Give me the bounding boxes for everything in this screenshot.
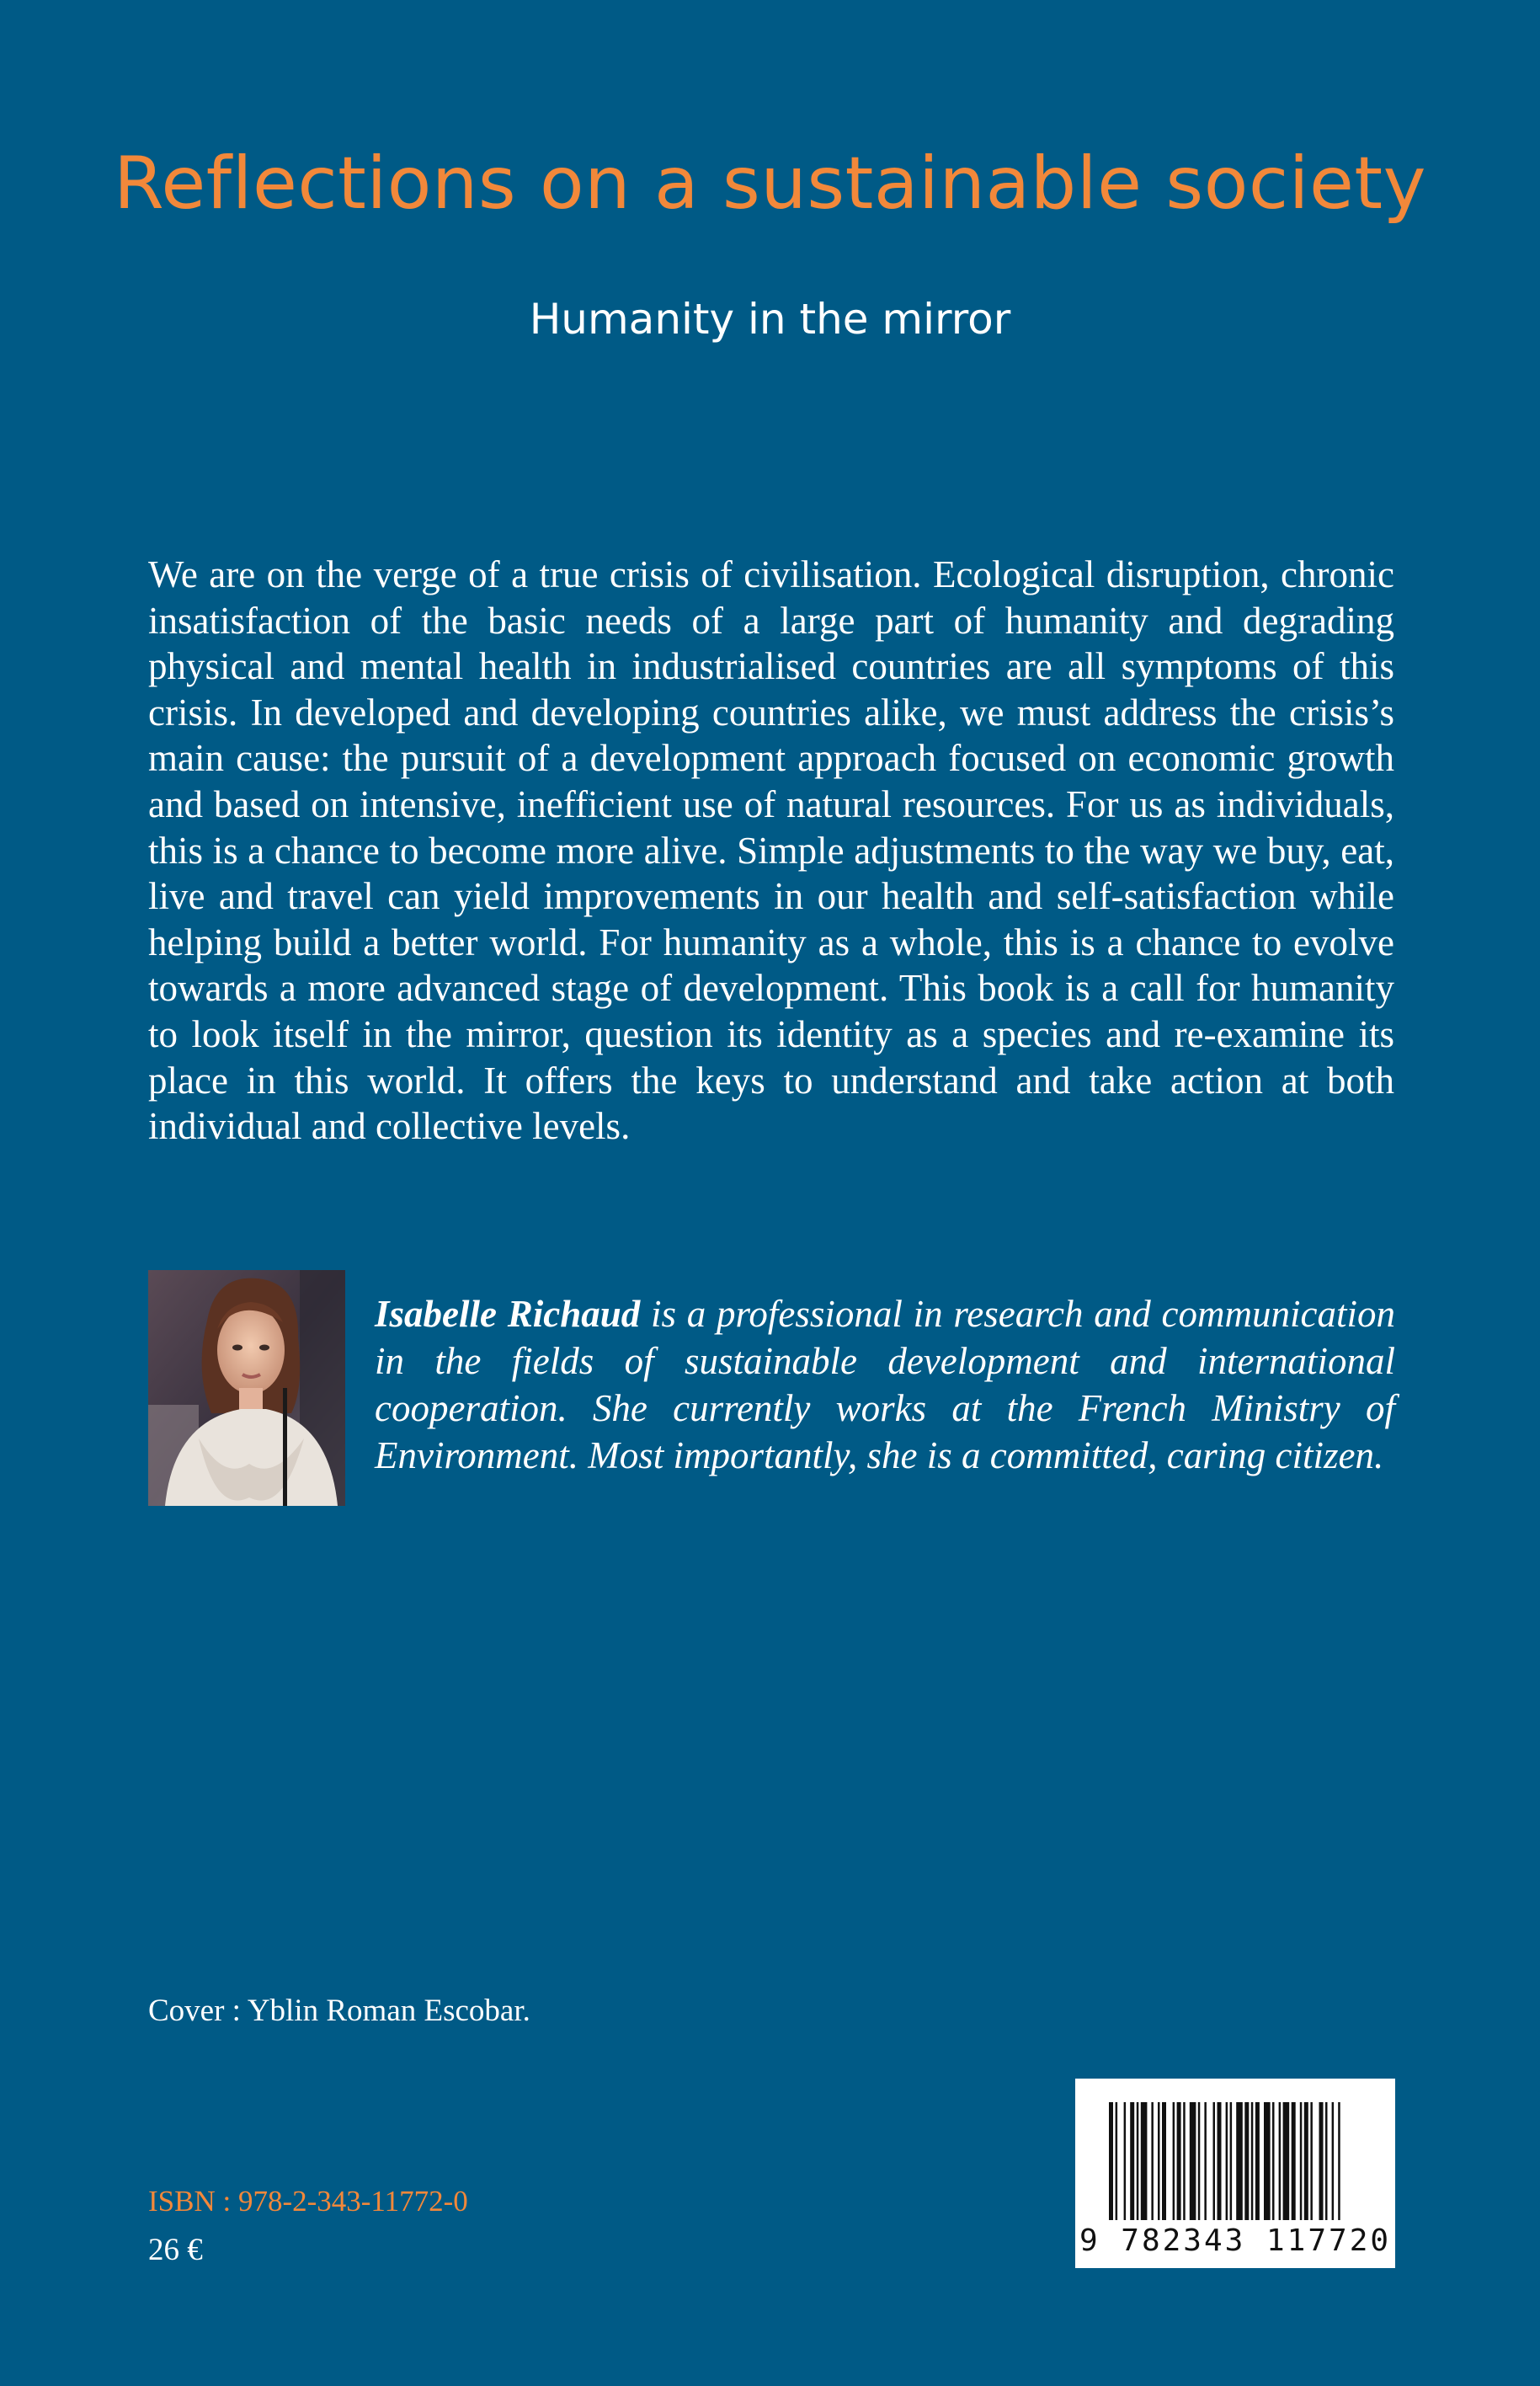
cover-credit: Cover : Yblin Roman Escobar. (148, 1994, 530, 2028)
barcode-bar (1279, 2102, 1282, 2220)
book-title: Reflections on a sustainable society (113, 141, 1427, 226)
barcode-bar (1204, 2102, 1207, 2220)
barcode-bar (1158, 2102, 1160, 2220)
barcode-digits: 9 782343 117720 (1079, 2223, 1392, 2258)
barcode-bar (1190, 2102, 1196, 2220)
barcode-bar (1213, 2102, 1216, 2220)
barcode-bar (1109, 2102, 1113, 2220)
barcode-bar (1338, 2102, 1340, 2220)
barcode-bar (1173, 2102, 1175, 2220)
barcode-bar (1198, 2102, 1201, 2220)
book-blurb: We are on the verge of a true crisis of civilisation. Ecological disruption, chronic insatisfaction of the basic needs of a large part of humanity and degrading physical and mental health in industrialised countries are all symptoms of this crisis. In developed and developing countries alike, we must address the crisis’s main cause: the pursuit of a development approach focused on economic growth and based on intensive, inefficient use of natural resources. For us as individuals, this is a chance to become more alive. Simple adjustments to the way we buy, eat, live and travel can yield improvements in our health and self-satisfaction while helping build a better world. For humanity as a whole, this is a chance to evolve towards a more advanced stage of development. This book is a call for humanity to look itself in the mirror, question its identity as a species and re-examine its place in this world. It offers the keys to understand and take action at both individual and collective levels. (148, 553, 1394, 1148)
book-subtitle: Humanity in the mirror (529, 295, 1011, 344)
barcode-bar (1255, 2102, 1260, 2220)
author-bio-text: is a professional in research and communication in the fields of sustainable development and international cooperation. She currently works at the French Ministry of Environment. Most importantly, she is a committed, caring citizen. (375, 1293, 1395, 1476)
barcode-bar (1332, 2102, 1335, 2220)
barcode-bar (1230, 2102, 1233, 2220)
isbn-label: ISBN : 978-2-343-11772-0 (148, 2185, 468, 2218)
barcode-bar (1151, 2102, 1154, 2220)
author-name: Isabelle Richaud (375, 1293, 641, 1335)
barcode-bar (1310, 2102, 1313, 2220)
barcode-bar (1236, 2102, 1243, 2220)
barcode-bar (1319, 2102, 1324, 2220)
barcode-bar (1218, 2102, 1222, 2220)
barcode-bar (1300, 2102, 1303, 2220)
barcode-bar (1116, 2102, 1118, 2220)
barcode-bar (1141, 2102, 1148, 2220)
barcode-bar (1264, 2102, 1271, 2220)
barcode-bar (1272, 2102, 1275, 2220)
barcode-bar (1162, 2102, 1166, 2220)
price-label: 26 € (148, 2233, 203, 2267)
barcode-bar (1177, 2102, 1181, 2220)
barcode-bar (1325, 2102, 1328, 2220)
barcode-bar (1244, 2102, 1249, 2220)
barcode-bar (1283, 2102, 1290, 2220)
barcode-bar (1292, 2102, 1296, 2220)
barcode-bar (1304, 2102, 1308, 2220)
barcode-bar (1130, 2102, 1134, 2220)
barcode-bar (1124, 2102, 1127, 2220)
author-bio (375, 1290, 1395, 1479)
barcode-bar (1226, 2102, 1228, 2220)
barcode (1075, 2079, 1395, 2268)
barcode-bar (1183, 2102, 1186, 2220)
barcode-bar (1251, 2102, 1254, 2220)
barcode-bar (1137, 2102, 1139, 2220)
author-photo (148, 1270, 345, 1506)
